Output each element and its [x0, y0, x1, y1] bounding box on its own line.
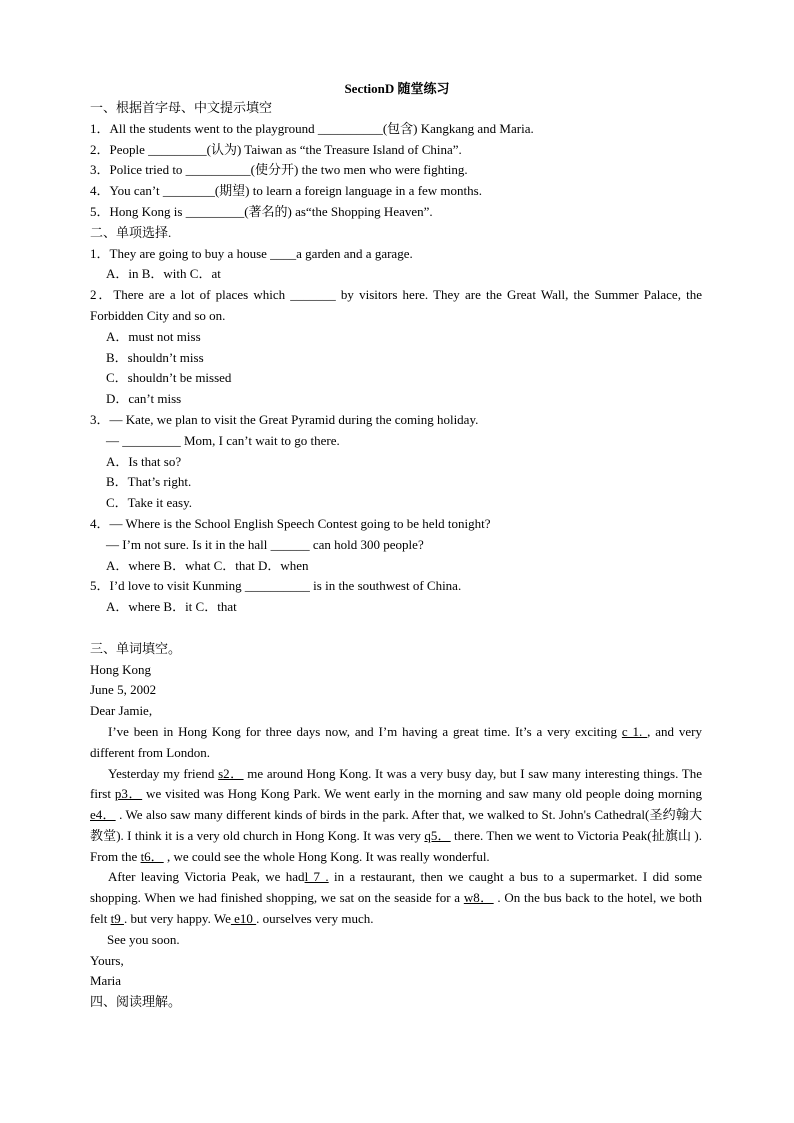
question-4-reply: — I’m not sure. Is it in the hall ______ can hold 300 people?: [106, 536, 424, 552]
fill-item-1: 1．All the students went to the playground __________(包含) Kangkang and Maria.: [90, 120, 534, 136]
question-2-option-a: A．must not miss: [106, 328, 201, 344]
question-4: 4．— Where is the School English Speech Contest going to be held tonight?: [90, 515, 491, 531]
question-3-option-b: B．That’s right.: [106, 474, 192, 490]
question-4-options: A．where B．what C．that D．when: [106, 557, 309, 573]
section-heading-word-fill: 三、单词填空。: [90, 640, 182, 656]
letter-closing: See you soon.: [107, 931, 180, 947]
section-heading-multiple-choice: 二、单项选择.: [90, 224, 172, 240]
fill-item-5: 5．Hong Kong is _________(著名的) as“the Shopping Heaven”.: [90, 203, 433, 219]
letter-place: Hong Kong: [90, 661, 152, 677]
fill-item-4: 4．You can’t ________(期望) to learn a foreign language in a few months.: [90, 183, 482, 199]
fill-item-2: 2．People _________(认为) Taiwan as “the Treasure Island of China”.: [90, 141, 462, 157]
letter-greeting: Dear Jamie,: [90, 703, 153, 719]
question-2-option-d: D．can’t miss: [106, 391, 182, 407]
blank-9: t9: [110, 911, 124, 927]
blank-4: e4．: [90, 807, 116, 823]
question-3-reply: — _________ Mom, I can’t wait to go there.: [106, 432, 340, 448]
question-2-option-b: B．shouldn’t miss: [106, 349, 204, 365]
question-1-options: A．in B．with C．at: [106, 266, 221, 282]
document-body: [90, 98, 702, 1013]
blank-6: t6．: [140, 848, 164, 864]
section-heading-fill-in: 一、根据首字母、中文提示填空: [90, 100, 273, 115]
section-heading-reading: 四、阅读理解。: [90, 994, 182, 1010]
fill-item-3: 3．Police tried to __________(使分开) the two men who were fighting.: [90, 162, 468, 178]
letter-date: June 5, 2002: [90, 682, 157, 698]
question-5-options: A．where B．it C．that: [106, 599, 237, 615]
question-3-option-c: C．Take it easy.: [106, 495, 192, 511]
letter-signoff: Yours,: [90, 952, 124, 968]
blank-5: q5．: [424, 827, 451, 843]
letter-paragraph-1: I’ve been in Hong Kong for three days now, and I’m having a great time. It’s a very exciting c 1. , and very different from London.: [90, 723, 702, 760]
blank-10: e10: [230, 911, 257, 927]
letter-paragraph-2: Yesterday my friend s2． me around Hong Kong. It was a very busy day, but I saw many interesting things. The first p3． we visited was Hong Kong Park. We went early in the morning and saw many old people doing morning e4． . We also saw many different kinds of birds in the park. After that, we walked to St. John's Cathedral(圣约翰大教堂). I think it is a very old church in Hong Kong. It was very q5． there. Then we went to Victoria Peak(扯旗山 ). From the t6． , we could see the whole Hong Kong. It was really wonderful.: [90, 765, 703, 864]
letter-signature: Maria: [90, 973, 122, 989]
spacer: [90, 618, 702, 639]
question-2: 2．There are a lot of places which _______ by visitors here. They are the Great Wall, the Summer Palace, the Forbidden City and so on.: [90, 287, 702, 323]
blank-7: l 7 .: [304, 869, 329, 885]
blank-1: c 1.: [621, 723, 648, 739]
question-1: 1．They are going to buy a house ____a garden and a garage.: [90, 245, 413, 261]
question-2-option-c: C．shouldn’t be missed: [106, 370, 232, 386]
question-5: 5．I’d love to visit Kunming __________ is in the southwest of China.: [90, 578, 462, 594]
blank-3: p3．: [114, 786, 143, 802]
page-title: SectionD 随堂练习: [344, 81, 450, 96]
letter-paragraph-3: After leaving Victoria Peak, we hadl 7 . in a restaurant, then we caught a bus to a supermarket. I did some shopping. When we had finished shopping, we sat on the seaside for a w8． . On the bus back to the hotel, we both felt t9 . but very happy. We e10 . ourselves very much.: [90, 869, 703, 927]
blank-2: s2．: [218, 765, 244, 781]
question-3-option-a: A．Is that so?: [106, 453, 182, 469]
question-3: 3．— Kate, we plan to visit the Great Pyramid during the coming holiday.: [90, 411, 479, 427]
blank-8: w8．: [463, 890, 494, 906]
